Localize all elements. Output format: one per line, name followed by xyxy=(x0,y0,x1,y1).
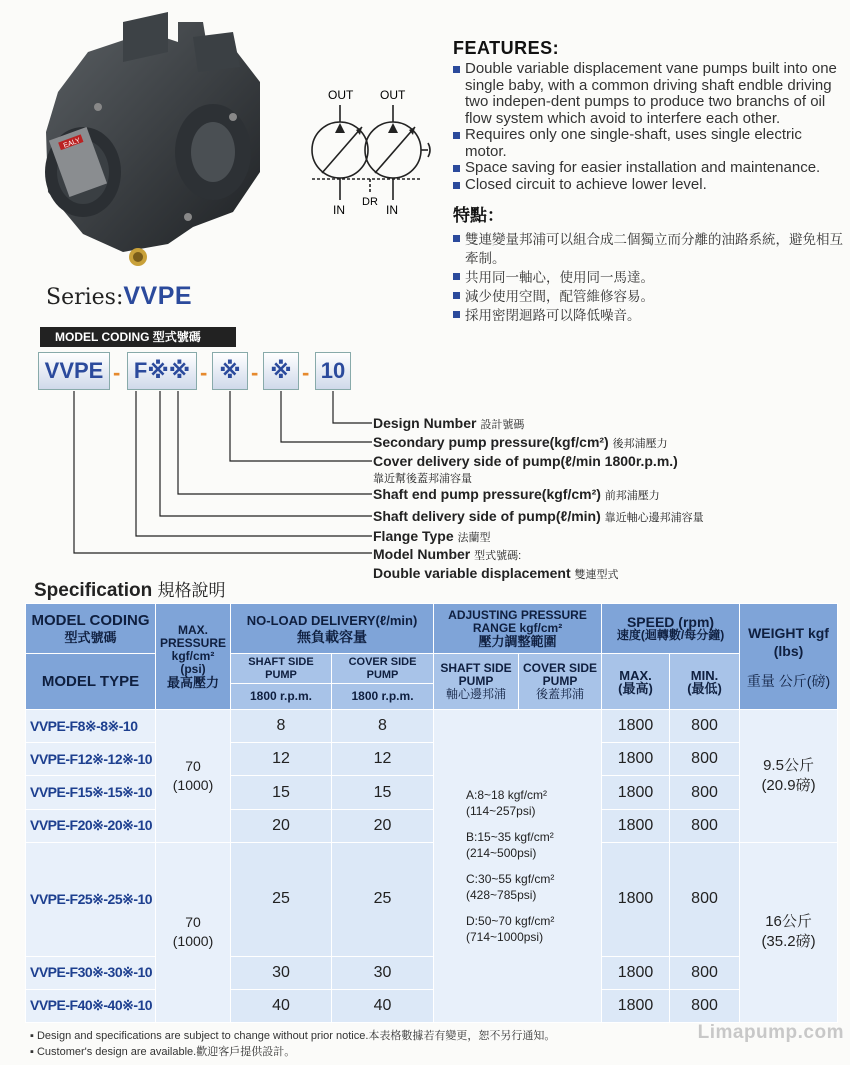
cell-speed-max: 1800 xyxy=(602,956,670,989)
code-label-zh: 後邦浦壓力 xyxy=(612,438,668,450)
table-row xyxy=(26,776,838,809)
range-text: D:50~70 kgf/cm² xyxy=(466,914,555,928)
cell-speed-min: 800 xyxy=(670,842,740,956)
code-label-flange-type xyxy=(373,528,491,545)
code-label-en: Double variable displacement xyxy=(373,565,571,581)
code-label-cover-delivery-zh: 靠近幫後蓋邦浦容量 xyxy=(373,473,472,485)
cell-cover-delivery: 12 xyxy=(332,743,434,776)
adjusting-range-b xyxy=(466,829,601,861)
header-text-zh: 壓力調整範圍 xyxy=(478,634,557,649)
cell-speed-min: 800 xyxy=(670,776,740,809)
code-label-en: Flange Type xyxy=(373,528,454,544)
cell-cover-delivery: 15 xyxy=(332,776,434,809)
header-unit-psi: (psi) xyxy=(180,662,206,676)
cell-shaft-delivery: 15 xyxy=(231,776,332,809)
cell-max-pressure-group-1 xyxy=(156,710,231,843)
cell-speed-max: 1800 xyxy=(602,842,670,956)
features-list-zh xyxy=(453,230,845,325)
header-adjusting-pressure xyxy=(434,604,602,654)
cell-shaft-delivery: 8 xyxy=(231,710,332,743)
feature-item: Closed circuit to achieve lower level. xyxy=(453,177,845,194)
footnote-change-notice: ▪ Design and specifications are subject to change without prior notice.本表格數據若有變更，恕不另行通知。 xyxy=(30,1030,556,1042)
header-model-coding xyxy=(26,604,156,654)
header-text-zh: (最低) xyxy=(687,680,722,696)
cell-cover-delivery: 30 xyxy=(332,956,434,989)
table-row xyxy=(26,710,838,743)
code-label-model-number xyxy=(373,546,521,563)
range-text: B:15~35 kgf/cm² xyxy=(466,830,554,844)
header-text: MODEL TYPE xyxy=(41,673,140,690)
cell-shaft-delivery: 20 xyxy=(231,809,332,842)
cell-speed-min: 800 xyxy=(670,809,740,842)
header-text-zh: 重量 公斤(磅) xyxy=(746,672,831,689)
adjusting-range-d xyxy=(466,913,601,945)
header-speed xyxy=(602,604,740,654)
code-label-zh: 前邦浦壓力 xyxy=(604,490,660,502)
code-dash: - xyxy=(113,360,121,385)
header-text-zh: 型式號碼 xyxy=(64,629,117,645)
code-label-en: Model Number xyxy=(373,546,471,562)
header-text-zh: 後蓋邦浦 xyxy=(536,687,585,701)
feature-item-zh: 減少使用空間，配管維修容易。 xyxy=(453,287,845,306)
header-text: WEIGHT kgf (lbs) xyxy=(748,624,829,659)
code-part-secondary-pressure: ※ xyxy=(263,352,299,390)
header-text-zh: 軸心邊邦浦 xyxy=(446,687,507,701)
header-text: SHAFT SIDE PUMP xyxy=(440,661,512,688)
code-label-en: Shaft end pump pressure(kgf/cm²) xyxy=(373,486,601,502)
header-text-zh: 最高壓力 xyxy=(166,675,219,690)
header-text-zh: (最高) xyxy=(618,680,653,696)
range-psi: (714~1000psi) xyxy=(466,930,544,944)
pressure-value: 70 xyxy=(185,757,201,774)
header-text-zh: 速度(迴轉數/每分鐘) xyxy=(616,627,725,642)
cell-model: VVPE-F12※-12※-10 xyxy=(26,743,156,776)
header-weight xyxy=(740,604,838,710)
header-cover-side-pump: COVER SIDE PUMP xyxy=(332,654,434,684)
header-text: COVER SIDE PUMP xyxy=(523,661,598,688)
cell-speed-min: 800 xyxy=(670,956,740,989)
header-text: ADJUSTING PRESSURE RANGE kgf/cm² xyxy=(448,608,587,635)
code-label-zh: 設計號碼 xyxy=(480,419,525,431)
features-heading-zh: 特點： xyxy=(453,206,504,225)
hydraulic-symbol-diagram xyxy=(300,85,440,220)
header-text: MIN. xyxy=(690,667,719,683)
brand-label: EALY xyxy=(62,137,82,150)
cell-shaft-delivery: 40 xyxy=(231,989,332,1022)
symbol-out-label-2: OUT xyxy=(380,88,406,102)
specification-table xyxy=(25,603,838,1023)
footnote-text: Design and specifications are subject to change without prior notice.本表格數據若有變更，恕不另行通知。 xyxy=(36,1030,556,1042)
code-label-design-number xyxy=(373,415,524,432)
symbol-in-label-2: IN xyxy=(386,203,398,217)
code-part-design-number: 10 xyxy=(315,352,351,390)
spec-title-zh: 規格說明 xyxy=(157,581,226,600)
features-heading: FEATURES: xyxy=(453,38,560,58)
cell-model: VVPE-F20※-20※-10 xyxy=(26,809,156,842)
symbol-dr-label: DR xyxy=(362,196,378,208)
header-max-pressure xyxy=(156,604,231,710)
watermark: Limapump.com xyxy=(697,1022,844,1043)
header-speed-min xyxy=(670,654,740,710)
code-label-zh: 法蘭型 xyxy=(457,532,491,544)
code-part-flange: F※※ xyxy=(127,352,197,390)
cell-speed-max: 1800 xyxy=(602,989,670,1022)
header-rpm-shaft: 1800 r.p.m. xyxy=(231,684,332,710)
adjusting-range-c xyxy=(466,871,601,903)
header-adj-shaft-side xyxy=(434,654,519,710)
weight-kg: 16公斤 xyxy=(765,913,812,931)
cell-cover-delivery: 20 xyxy=(332,809,434,842)
header-text: SPEED (rpm) xyxy=(626,613,715,630)
feature-item: Requires only one single-shaft, uses single electric motor. xyxy=(453,127,845,160)
code-label-zh: 靠近軸心邊邦浦容量 xyxy=(604,512,704,524)
code-label-zh: 型式號碼: xyxy=(474,550,522,562)
code-label-shaft-pressure xyxy=(373,486,660,503)
code-label-en: Secondary pump pressure(kgf/cm²) xyxy=(373,434,609,450)
pressure-value: 70 xyxy=(185,914,201,931)
code-part-cover-delivery: ※ xyxy=(212,352,248,390)
weight-lbs: (20.9磅) xyxy=(761,776,816,794)
symbol-out-label-1: OUT xyxy=(328,88,354,102)
cell-speed-max: 1800 xyxy=(602,743,670,776)
features-list-en xyxy=(453,61,845,193)
code-label-zh: 雙連型式 xyxy=(574,569,619,581)
cell-speed-max: 1800 xyxy=(602,809,670,842)
cell-cover-delivery: 8 xyxy=(332,710,434,743)
range-text: C:30~55 kgf/cm² xyxy=(466,872,555,886)
features-section xyxy=(453,38,845,325)
cell-model: VVPE-F30※-30※-10 xyxy=(26,956,156,989)
header-rpm-cover: 1800 r.p.m. xyxy=(332,684,434,710)
range-text: A:8~18 kgf/cm² xyxy=(466,788,548,802)
table-row xyxy=(26,743,838,776)
header-shaft-side-pump: SHAFT SIDE PUMP xyxy=(231,654,332,684)
model-coding-label: MODEL CODING 型式號碼 xyxy=(40,327,236,347)
table-row xyxy=(26,989,838,1022)
spec-title-en: Specification xyxy=(34,580,153,601)
header-unit: kgf/cm² xyxy=(171,649,215,663)
cell-shaft-delivery: 30 xyxy=(231,956,332,989)
cell-speed-min: 800 xyxy=(670,710,740,743)
feature-item-zh: 雙連變量邦浦可以組合成二個獨立而分離的油路系統，避免相互牽制。 xyxy=(453,230,845,268)
cell-cover-delivery: 25 xyxy=(332,842,434,956)
table-row xyxy=(26,809,838,842)
cell-speed-min: 800 xyxy=(670,743,740,776)
pump-product-image xyxy=(28,12,278,274)
table-row xyxy=(26,956,838,989)
cell-speed-max: 1800 xyxy=(602,776,670,809)
feature-item: Double variable displacement vane pumps built into one single baby, with a common driving shaft endble driving two indepen-dent pumps to produce two branchs of oil flow system which avoid to interfere each other. xyxy=(453,61,845,127)
code-label-cover-delivery xyxy=(373,453,678,469)
code-dash: - xyxy=(251,360,259,385)
cell-cover-delivery: 40 xyxy=(332,989,434,1022)
code-part-model: VVPE xyxy=(38,352,110,390)
adjusting-range-a xyxy=(466,787,601,819)
range-psi: (428~785psi) xyxy=(466,888,537,902)
code-label-en: Cover delivery side of pump(ℓ/min 1800r.p.m.) xyxy=(373,453,678,469)
feature-item-zh: 採用密閉迴路可以降低噪音。 xyxy=(453,306,845,325)
header-text: MAX. xyxy=(619,667,652,683)
header-speed-max xyxy=(602,654,670,710)
header-text-zh: 無負載容量 xyxy=(297,628,367,645)
code-label-secondary-pressure xyxy=(373,434,668,451)
cell-shaft-delivery: 25 xyxy=(231,842,332,956)
code-label-en: Shaft delivery side of pump(ℓ/min) xyxy=(373,508,601,524)
weight-lbs: (35.2磅) xyxy=(761,933,816,951)
cell-weight-group-2 xyxy=(740,842,838,1022)
code-label-en: Design Number xyxy=(373,415,477,431)
cell-model: VVPE-F8※-8※-10 xyxy=(26,710,156,743)
cell-speed-max: 1800 xyxy=(602,710,670,743)
specification-title xyxy=(34,576,226,602)
cell-adjusting-ranges xyxy=(434,710,602,1023)
header-text: MAX. PRESSURE xyxy=(159,623,227,650)
cell-weight-group-1 xyxy=(740,710,838,843)
range-psi: (214~500psi) xyxy=(466,846,537,860)
code-dash: - xyxy=(200,360,208,385)
series-title xyxy=(46,282,192,311)
pressure-psi: (1000) xyxy=(172,776,214,793)
cell-max-pressure-group-2 xyxy=(156,842,231,1022)
series-name: VVPE xyxy=(123,282,193,310)
footnote-customer-design: ▪ Customer's design are available.歡迎客戶提供設計。 xyxy=(30,1046,296,1058)
feature-item-zh: 共用同一軸心，使用同一馬達。 xyxy=(453,268,845,287)
cell-model: VVPE-F25※-25※-10 xyxy=(26,842,156,956)
footnote-text: Customer's design are available.歡迎客戶提供設計。 xyxy=(36,1046,296,1058)
pressure-psi: (1000) xyxy=(172,933,214,950)
series-prefix: Series: xyxy=(46,285,124,310)
header-no-load-delivery xyxy=(231,604,434,654)
weight-kg: 9.5公斤 xyxy=(763,756,814,774)
code-label-double-variable xyxy=(373,565,619,582)
code-label-shaft-delivery xyxy=(373,508,704,525)
table-row xyxy=(26,842,838,956)
cell-model: VVPE-F15※-15※-10 xyxy=(26,776,156,809)
feature-item: Space saving for easier installation and maintenance. xyxy=(453,160,845,177)
symbol-in-label-1: IN xyxy=(333,203,345,217)
cell-speed-min: 800 xyxy=(670,989,740,1022)
cell-model: VVPE-F40※-40※-10 xyxy=(26,989,156,1022)
header-text: NO-LOAD DELIVERY(ℓ/min) xyxy=(246,612,418,628)
code-dash: - xyxy=(302,360,310,385)
header-text: MODEL CODING xyxy=(31,611,150,629)
header-adj-cover-side xyxy=(519,654,602,710)
header-model-type xyxy=(26,654,156,710)
cell-shaft-delivery: 12 xyxy=(231,743,332,776)
range-psi: (114~257psi) xyxy=(466,804,536,818)
